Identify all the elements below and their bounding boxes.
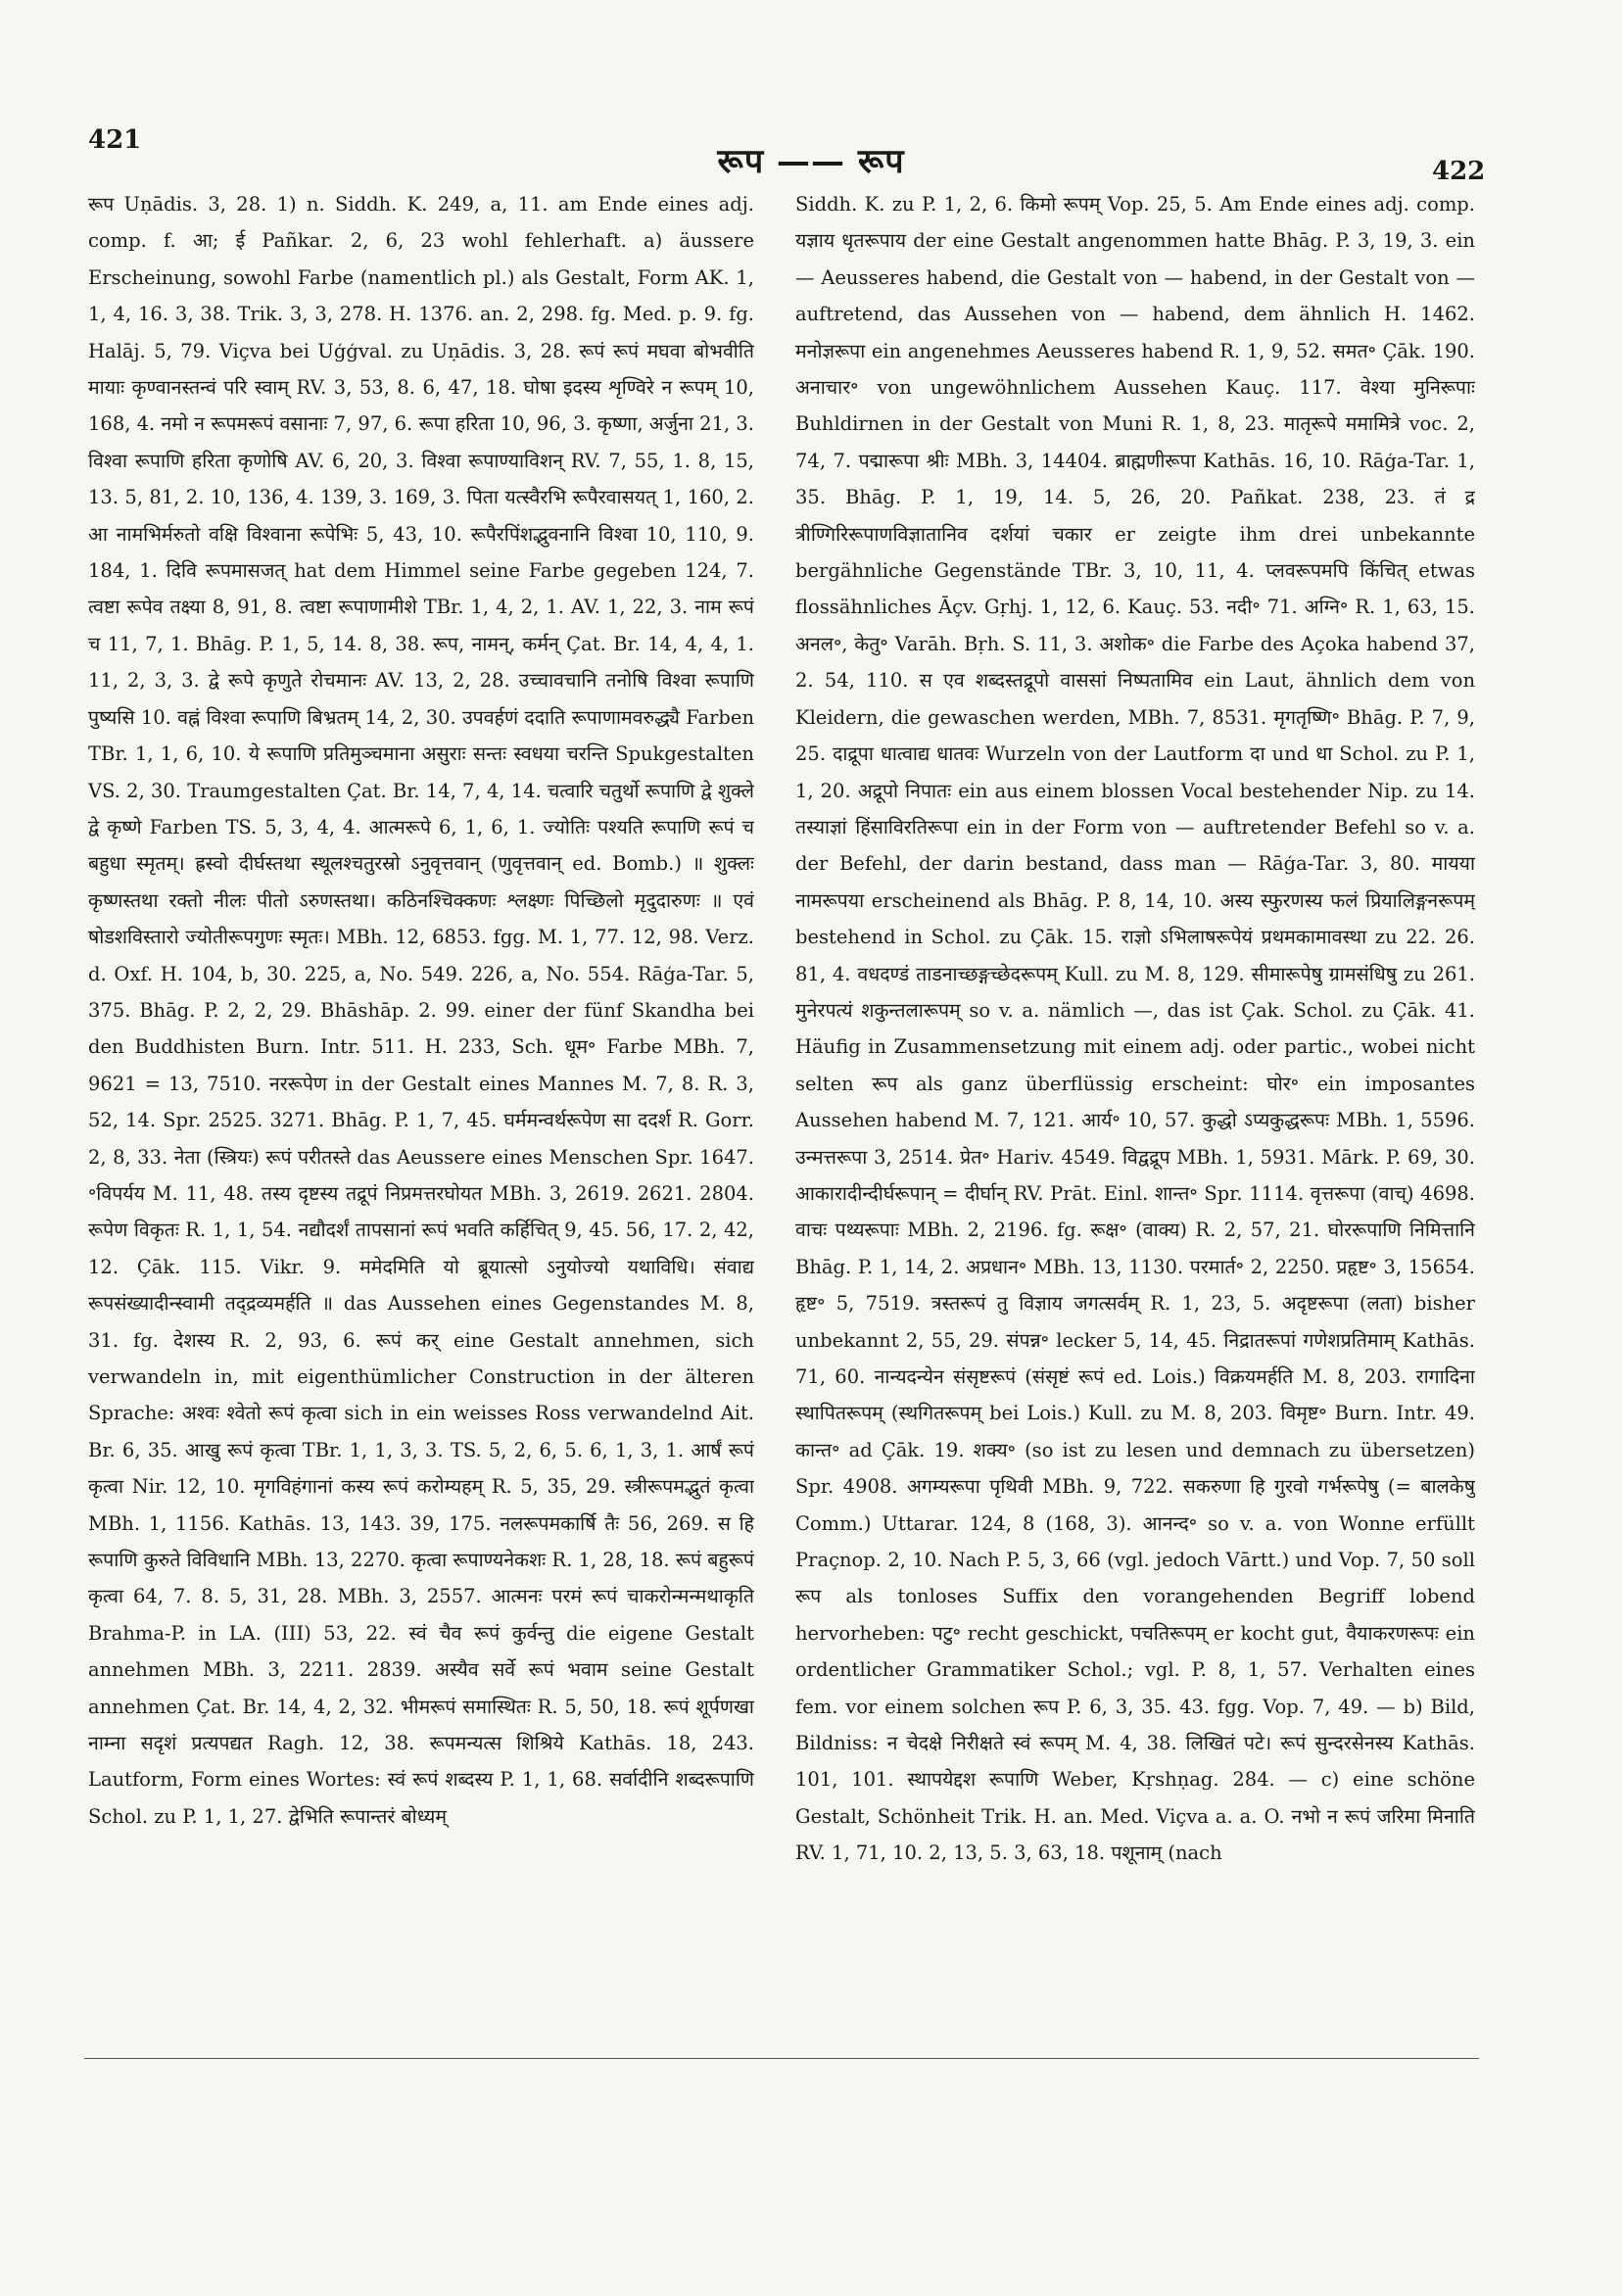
footer-rule: [84, 2058, 1479, 2059]
right-column-text: Siddh. K. zu P. 1, 2, 6. किमो रूपम् Vop. 25, 5. Am Ende eines adj. comp. यज्ञाय धृतरूपाय der eine Gestalt angenommen hatte Bhāg. P. 3, 19, 3. ein — Aeusseres habend, die Gestalt von — habend, in der Gestalt von — auftretend, das Aussehen von — habend, dem ähnlich H. 1462. मनोज्ञरूपा ein angenehmes Aeusseres habend R. 1, 9, 52. समत॰ Çāk. 190. अनाचार॰ von ungewöhnlichem Aussehen Kauç. 117. वेश्या मुनिरूपाः Buhldirnen in der Gestalt von Muni R. 1, 8, 23. मातृरूपे ममामित्रे voc. 2, 74, 7. पद्मारूपा श्रीः MBh. 3, 14404. ब्राह्मणीरूपा Kathās. 16, 10. Rāģa-Tar. 1, 35. Bhāg. P. 1, 19, 14. 5, 26, 20. Pañkat. 238, 23. तं द्र त्रीण्गिरिरूपाणविज्ञातानिव दर्शयां चकार er zeigte ihm drei unbekannte bergähnliche Gegenstände TBr. 3, 10, 11, 4. प्लवरूपमपि किंचित् etwas flossähnliches Āçv. Gṛhj. 1, 12, 6. Kauç. 53. नदी॰ 71. अग्नि॰ R. 1, 63, 15. अनल॰, केतु॰ Varāh. Bṛh. S. 11, 3. अशोक॰ die Farbe des Açoka habend 37, 2. 54, 110. स एव शब्दस्तद्रूपो वाससां निष्पतामिव ein Laut, ähnlich dem von Kleidern, die gewaschen werden, MBh. 7, 8531. मृगतृष्णि॰ Bhāg. P. 7, 9, 25. दाद्रूपा धात्वाद्य धातवः Wurzeln von der Lautform दा und धा Schol. zu P. 1, 1, 20. अद्रूपो निपातः ein aus einem blossen Vocal bestehender Nip. zu 14. तस्याज्ञां हिंसाविरतिरूपा ein in der Form von — auftretender Befehl so v. a. der Befehl, der darin bestand, dass man — Rāģa-Tar. 3, 80. मायया नामरूपया erscheinend als Bhāg. P. 8, 14, 10. अस्य स्फुरणस्य फलं प्रियालिङ्गनरूपम् bestehend in Schol. zu Çāk. 15. राज्ञो ऽभिलाषरूपेयं प्रथमकामावस्था zu 22. 26. 81, 4. वधदण्डं ताडनाच्छङ्गच्छेदरूपम् Kull. zu M. 8, 129. सीमारूपेषु ग्रामसंधिषु zu 261. मुनेरपत्यं शकुन्तलारूपम् so v. a. nämlich —, das ist Çak. Schol. zu Çāk. 41. Häufig in Zusammensetzung mit einem adj. oder partic., wobei nicht selten रूप als ganz überflüssig erscheint: घोर॰ ein imposantes Aussehen habend M. 7, 121. आर्य॰ 10, 57. कुद्धो ऽप्यकुद्धरूपः MBh. 1, 5596. उन्मत्तरूपा 3, 2514. प्रेत॰ Hariv. 4549. विद्वद्रूप MBh. 1, 5931. Mārk. P. 69, 30. आकारादीन्दीर्घरूपान् = दीर्घान् RV. Prāt. Einl. शान्त॰ Spr. 1114. वृत्तरूपा (वाच्) 4698. वाचः पथ्यरूपाः MBh. 2, 2196. fg. रूक्ष॰ (वाक्य) R. 2, 57, 21. घोररूपाणि निमित्तानि Bhāg. P. 1, 14, 2. अप्रधान॰ MBh. 13, 1130. परमार्त॰ 2, 2250. प्रहृष्ट॰ 3, 15654. हृष्ट॰ 5, 7519. त्रस्तरूपं तु विज्ञाय जगत्सर्वम् R. 1, 23, 5. अदृष्टरूपा (लता) bisher unbekannt 2, 55, 29. संपन्न॰ lecker 5, 14, 45. निद्रातरूपां गणेशप्रतिमाम् Kathās. 71, 60. नान्यदन्येन संसृष्टरूपं (संसृष्टं रूपं ed. Lois.) विक्रयमर्हति M. 8, 203. रागादिना स्थापितरूपम् (स्थगितरूपम् bei Lois.) Kull. zu M. 8, 203. विमृष्ट॰ Burn. Intr. 49. कान्त॰ ad Çāk. 19. शक्य॰ (so ist zu lesen und demnach zu übersetzen) Spr. 4908. अगम्यरूपा पृथिवी MBh. 9, 722. सकरुणा हि गुरवो गर्भरूपेषु (= बालकेषु Comm.) Uttarar. 124, 8 (168, 3). आनन्द॰ so v. a. von Wonne erfüllt Praçnop. 2, 10. Nach P. 5, 3, 66 (vgl. jedoch Vārtt.) und Vop. 7, 50 soll रूप als tonloses Suffix den vorangehenden Begriff lobend hervorheben: पटु॰ recht geschickt, पचतिरूपम् er kocht gut, वैयाकरणरूपः ein ordentlicher Grammatiker Schol.; vgl. P. 8, 1, 57. Verhalten eines fem. vor einem solchen रूप P. 6, 3, 35. 43. fgg. Vop. 7, 49. — b) Bild, Bildniss: न चेदक्षे निरीक्षते स्वं रूपम् M. 4, 38. लिखितं पटे। रूपं सुन्दरसेनस्य Kathās. 101, 101. स्थापयेद्दश रूपाणि Weber, Kṛshṇag. 284. — c) eine schöne Gestalt, Schönheit Trik. H. an. Med. Viçva a. a. O. नभो न रूपं जरिमा मिनाति RV. 1, 71, 10. 2, 13, 5. 3, 63, 18. पशूनाम् (nach: [795, 193, 1475, 1865]
page-number-left: 421: [88, 125, 142, 155]
left-column-text: रूप Uṇādis. 3, 28. 1) n. Siddh. K. 249, a, 11. am Ende eines adj. comp. f. आ; ई Pañkar. 2, 6, 23 wohl fehlerhaft. a) äussere Erscheinung, sowohl Farbe (namentlich pl.) als Gestalt, Form AK. 1, 1, 4, 16. 3, 38. Trik. 3, 3, 278. H. 1376. an. 2, 298. fg. Med. p. 9. fg. Halāj. 5, 79. Viçva bei Uģģval. zu Uṇādis. 3, 28. रूपं रूपं मघवा बोभवीति मायाः कृण्वानस्तन्वं परि स्वाम् RV. 3, 53, 8. 6, 47, 18. घोषा इदस्य शृण्विरे न रूपम् 10, 168, 4. नमो न रूपमरूपं वसानाः 7, 97, 6. रूपा हरिता 10, 96, 3. कृष्णा, अर्जुना 21, 3. विश्वा रूपाणि हरिता कृणोषि AV. 6, 20, 3. विश्वा रूपाण्याविशन् RV. 7, 55, 1. 8, 15, 13. 5, 81, 2. 10, 136, 4. 139, 3. 169, 3. पिता यत्स्वैरभि रूपैरवासयत् 1, 160, 2. आ नामभिर्मरुतो वक्षि विश्वाना रूपेभिः 5, 43, 10. रूपैरपिंशद्भुवनानि विश्वा 10, 110, 9. 184, 1. दिवि रूपमासजत् hat dem Himmel seine Farbe gegeben 124, 7. त्वष्टा रूपेव तक्ष्या 8, 91, 8. त्वष्टा रूपाणामीशे TBr. 1, 4, 2, 1. AV. 1, 22, 3. नाम रूपं च 11, 7, 1. Bhāg. P. 1, 5, 14. 8, 38. रूप, नामन्, कर्मन् Çat. Br. 14, 4, 4, 1. 11, 2, 3, 3. द्वे रूपे कृणुते रोचमानः AV. 13, 2, 28. उच्चावचानि तनोषि विश्वा रूपाणि पुष्यसि 10. वह्नं विश्वा रूपाणि बिभ्रतम् 14, 2, 30. उपवर्हणं ददाति रूपाणामवरुद्ध्यै Farben TBr. 1, 1, 6, 10. ये रूपाणि प्रतिमुञ्चमाना असुराः सन्तः स्वधया चरन्ति Spukgestalten VS. 2, 30. Traumgestalten Çat. Br. 14, 7, 4, 14. चत्वारि चतुर्थो रूपाणि द्वे शुक्ले द्वे कृष्णे Farben TS. 5, 3, 4, 4. आत्मरूपे 6, 1, 6, 1. ज्योतिः पश्यति रूपाणि रूपं च बहुधा स्मृतम्। ह्रस्वो दीर्घस्तथा स्थूलश्चतुरस्रो ऽनुवृत्तवान् (णुवृत्तवान् ed. Bomb.) ॥ शुक्लः कृष्णस्तथा रक्तो नीलः पीतो ऽरुणस्तथा। कठिनश्चिक्कणः श्लक्ष्णः पिच्छिलो मृदुदारुणः ॥ एवं षोडशविस्तारो ज्योतीरूपगुणः स्मृतः। MBh. 12, 6853. fgg. M. 1, 77. 12, 98. Verz. d. Oxf. H. 104, b, 30. 225, a, No. 549. 226, a, No. 554. Rāģa-Tar. 5, 375. Bhāg. P. 2, 2, 29. Bhāshāp. 2. 99. einer der fünf Skandha bei den Buddhisten Burn. Intr. 511. H. 233, Sch. धूम॰ Farbe MBh. 7, 9621 = 13, 7510. नररूपेण in der Gestalt eines Mannes M. 7, 8. R. 3, 52, 14. Spr. 2525. 3271. Bhāg. P. 1, 7, 45. घर्ममन्वर्थरूपेण सा ददर्श R. Gorr. 2, 8, 33. नेता (स्त्रियः) रूपं परीतस्ते das Aeussere eines Menschen Spr. 1647. ॰विपर्यय M. 11, 48. तस्य दृष्टस्य तद्रूपं निप्रमत्तरघोयत MBh. 3, 2619. 2621. 2804. रूपेण विकृतः R. 1, 1, 54. नद्यौदर्शं तापसानां रूपं भवति कर्हिचित् 9, 45. 56, 17. 2, 42, 12. Çāk. 115. Vikr. 9. ममेदमिति यो ब्रूयात्सो ऽनुयोज्यो यथाविधि। संवाद्य रूपसंख्यादीन्स्वामी तद्द्रव्यमर्हति ॥ das Aussehen eines Gegenstandes M. 8, 31. fg. देशस्य R. 2, 93, 6. रूपं कर् eine Gestalt annehmen, sich verwandeln in, mit eigenthümlicher Construction in der älteren Sprache: अश्वः श्वेतो रूपं कृत्वा sich in ein weisses Ross verwandelnd Ait. Br. 6, 35. आखु रूपं कृत्वा TBr. 1, 1, 3, 3. TS. 5, 2, 6, 5. 6, 1, 3, 1. आर्षं रूपं कृत्वा Nir. 12, 10. मृगविहंगानां कस्य रूपं करोम्यहम् R. 5, 35, 29. स्त्रीरूपमद्भुतं कृत्वा MBh. 1, 1156. Kathās. 13, 143. 39, 175. नलरूपमकार्षि तैः 56, 269. स हि रूपाणि कुरुते विविधानि MBh. 13, 2270. कृत्वा रूपाण्यनेकशः R. 1, 28, 18. रूपं बहुरूपं कृत्वा 64, 7. 8. 5, 31, 28. MBh. 3, 2557. आत्मनः परमं रूपं चाकरोन्मन्मथाकृति Brahma-P. in LA. (III) 53, 22. स्वं चैव रूपं कुर्वन्तु die eigene Gestalt annehmen MBh. 3, 2211. 2839. अस्यैव सर्वे रूपं भवाम seine Gestalt annehmen Çat. Br. 14, 4, 2, 32. भीमरूपं समास्थितः R. 5, 50, 18. रूपं शूर्पणखा नाम्ना सदृशं प्रत्यपद्यत Ragh. 12, 38. रूपमन्यत्स शिश्रिये Kathās. 18, 243. Lautform, Form eines Wortes: स्वं रूपं शब्दस्य P. 1, 1, 68. सर्वादीनि शब्दरूपाणि Schol. zu P. 1, 1, 27. द्वेभिति रूपान्तरं बोध्यम्: [88, 193, 754, 1828]
running-headword: रूप —— रूप: [717, 142, 905, 181]
right-column: [795, 186, 1475, 2052]
page-number-right: 422: [1432, 157, 1486, 186]
left-column: [88, 186, 754, 2052]
